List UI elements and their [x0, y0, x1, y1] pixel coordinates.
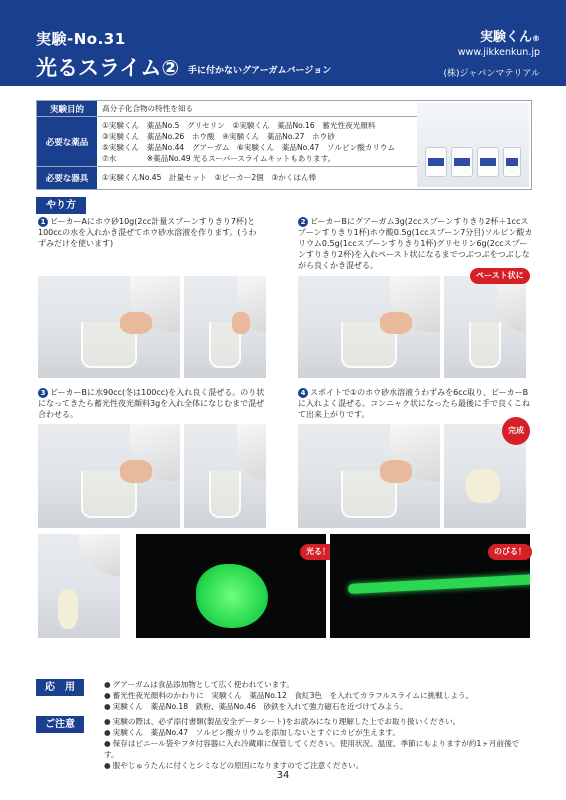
- application-item: ● グアーガムは食品添加物として広く使われています。: [104, 680, 294, 689]
- glow-photo: [136, 534, 326, 638]
- step-2-text: [298, 216, 534, 271]
- step-2-number: 2: [298, 217, 308, 227]
- step-3-photo-b: [184, 424, 266, 528]
- step-4-body: スポイトで①のホウ砂水溶液うわずみを6cc取り、ビーカーBに入れよく混ぜる。コンニャク状になったら最後に手で良くこねて出来上がりです。: [298, 388, 530, 419]
- application-item: ● 蓄光性夜光顔料のかわりに 実験くん 薬品No.12 食紅3色 を入れてカラフルスライムに挑戦しよう。: [104, 691, 474, 700]
- page-title: 光るスライム②: [36, 56, 180, 80]
- chemical-line: ①実験くん 薬品No.5 グリセリン ②実験くん 薬品No.16 蓄光性夜光顔料: [102, 121, 376, 130]
- step-2-body: ビーカーBにグアーガム3g(2ccスプーンすりきり2杯＋1ccスプーンすりきり1杯)ホウ酸0.5g(1ccスプーン7分目)ソルビン酸カリウム0.5g(1ccスプーンすりきり1杯)グリセリン6g(2ccスプーンすりきり2杯)を入れペースト状になるまでつぶつぶをつぶしながら良くかき混ぜる。: [298, 217, 533, 270]
- step-4-photo-a: [298, 424, 440, 528]
- jar-icon: [451, 147, 473, 177]
- caution-notes: [104, 716, 528, 771]
- company-name: (株)ジャパンマテリアル: [443, 69, 540, 79]
- step-1-number: 1: [38, 217, 48, 227]
- purpose-value: 高分子化合物の特性を知る: [102, 104, 194, 113]
- tools-label: 必要な器具: [37, 167, 97, 189]
- website-url[interactable]: www.jikkenkun.jp: [457, 47, 540, 58]
- chemical-line: ⑦水 ※薬品No.49 光るスーパースライムキットもあります。: [102, 154, 336, 163]
- paste-badge: ペースト状に: [470, 268, 530, 284]
- step-1-body: ビーカーAにホウ砂10g(2cc計量スプーンすりきり7杯)と100ccの水を入れかき混ぜてホウ砂水溶液を作ります。(うわずみだけを使います): [38, 217, 257, 248]
- step-4-number: 4: [298, 388, 308, 398]
- chemicals-label: 必要な薬品: [37, 117, 97, 166]
- tools-value: ①実験くんNo.45 計量セット ②ビーカー2個 ③かくはん棒: [102, 173, 317, 182]
- step-3-body: ビーカーBに水90cc(冬は100cc)を入れ良く混ぜる。のり状になってきたら蓄光性夜光顔料3gを入れ全体になじむまで混ぜ合わせる。: [38, 388, 265, 419]
- step-1-photo-b: [184, 276, 266, 378]
- stretch-badge: のびる！: [488, 544, 532, 560]
- step-3-number: 3: [38, 388, 48, 398]
- chemical-line: ③実験くん 薬品No.26 ホウ酸 ④実験くん 薬品No.27 ホウ砂: [102, 132, 335, 141]
- caution-item: ● 実験くん 薬品No.47 ソルビン酸カリウムを添加しないとすぐにカビが生えます。: [104, 728, 401, 737]
- jar-icon: [425, 147, 447, 177]
- caution-item: ● 保存はビニール袋やフタ付容器に入れ冷蔵庫に保管してください。使用状況、温度、季節にもよりますが約1ヶ月前後です。: [104, 739, 520, 759]
- application-notes: [104, 679, 524, 712]
- step-2-photo-b: [444, 276, 526, 378]
- step-2-photo-a: [298, 276, 440, 378]
- brand-name: [480, 26, 540, 45]
- stretch-hand-photo: [38, 534, 120, 638]
- purpose-label: 実験目的: [37, 101, 97, 116]
- kit-photo: [417, 103, 529, 187]
- jar-icon: [477, 147, 499, 177]
- step-1-photo-a: [38, 276, 180, 378]
- tools-row: [37, 167, 417, 189]
- stretched-slime-icon: [348, 572, 530, 594]
- caution-item: ● 実験の際は、必ず添付書類(製品安全データシート)をお読みになり理解した上でお取り扱いください。: [104, 717, 461, 726]
- purpose-row: [37, 101, 417, 117]
- experiment-number: 実験-No.31: [36, 30, 126, 48]
- application-header: 応 用: [36, 679, 84, 696]
- page-subtitle: 手に付かないグアーガムバージョン: [188, 66, 332, 76]
- experiment-info-table: [36, 100, 532, 190]
- chemicals-list: [97, 117, 400, 166]
- application-item: ● 実験くん 薬品No.18 鉄粉、薬品No.46 砂鉄を入れて強力磁石を近づけてみよう。: [104, 702, 408, 711]
- registered-mark: ®: [532, 34, 540, 43]
- step-3-photo-a: [38, 424, 180, 528]
- brand-label: 実験くん: [479, 30, 532, 45]
- chemical-line: ⑤実験くん 薬品No.44 グアーガム ⑥実験くん 薬品No.47 ソルビン酸カリウム: [102, 143, 396, 152]
- method-header: やり方: [36, 197, 86, 214]
- step-1-text: [38, 216, 260, 249]
- glow-badge: 光る！: [300, 544, 336, 560]
- step-4-text: [298, 387, 530, 420]
- step-3-text: [38, 387, 268, 420]
- jar-icon: [503, 147, 521, 177]
- glowing-slime-icon: [196, 564, 268, 628]
- done-badge: 完成: [502, 417, 530, 445]
- chemicals-row: [37, 117, 417, 167]
- page-number: 34: [276, 770, 290, 781]
- caution-item: ● 服やじゅうたんに付くとシミなどの原因になりますのでご注意ください。: [104, 761, 364, 770]
- page-header: [0, 0, 566, 86]
- caution-header: ご注意: [36, 716, 84, 733]
